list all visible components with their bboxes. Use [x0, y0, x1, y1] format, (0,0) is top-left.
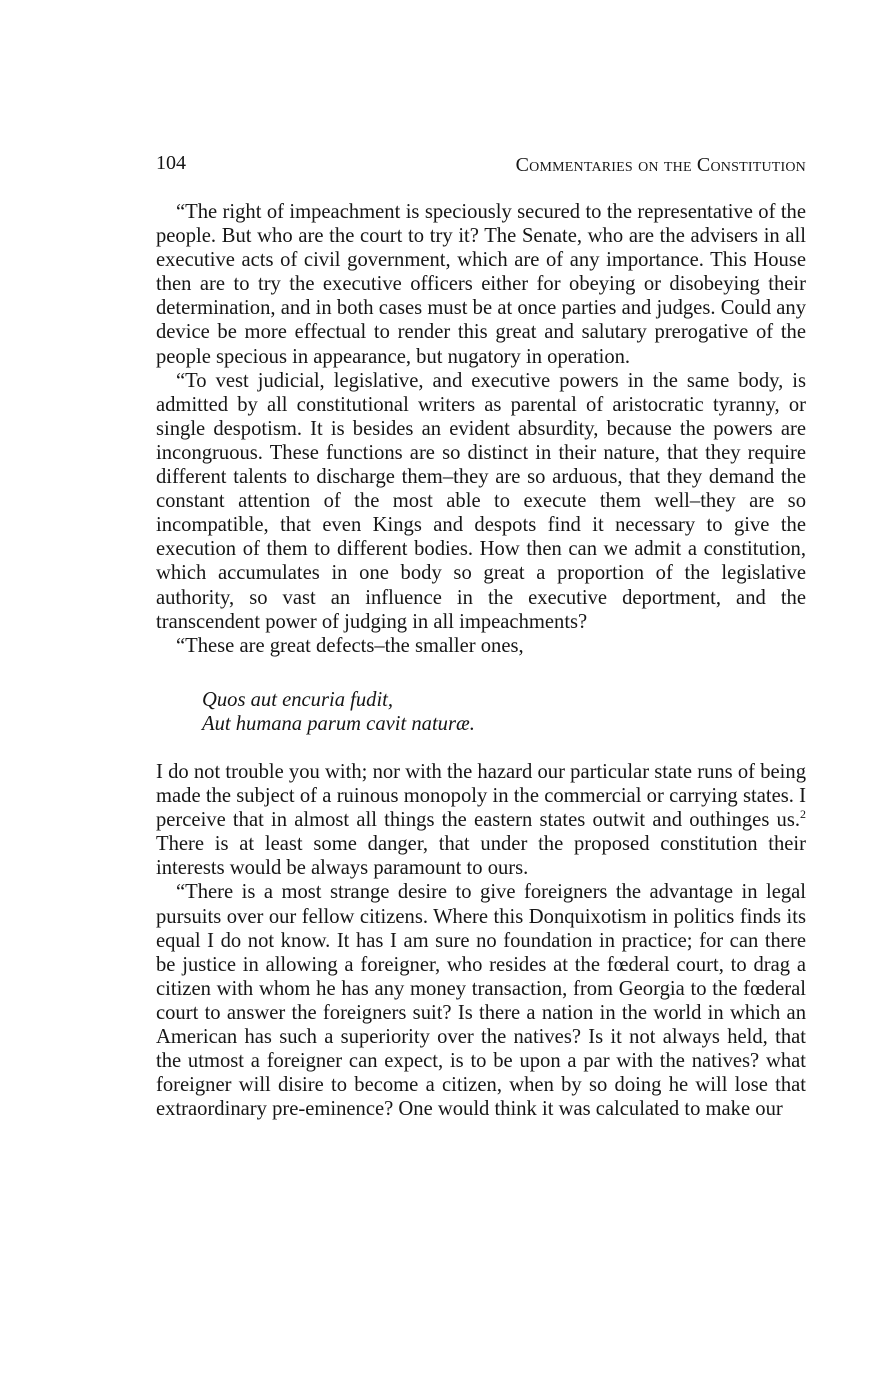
footnote-reference: 2 — [800, 807, 806, 822]
paragraph-powers: “To vest judicial, legislative, and executive powers in the same body, is admitted by all constitutional writers as parental of aristocratic tyranny, or single despotism. It is besides an evident absurdity, because the powers are incongruous. These functions are so distinct in their nature, that they require different talents to discharge them–they are so arduous, that they demand the constant attention of the most able to execute them well–they are so incompatible, that even Kings and despots find it necessary to give the execution of them to different bodies. How then can we admit a constitution, which accumulates in one body so great a proportion of the legislative authority, so vast an influence in the executive deportment, and the transcendent power of judging in all impeachments? — [156, 369, 806, 633]
paragraph-text: I do not trouble you with; nor with the hazard our particular state runs of being made the subject of a ruinous monopoly in the commercial or carrying states. I perceive that in almost all things the eastern states outwit and outhinges us. — [156, 760, 806, 832]
paragraph-foreigners: “There is a most strange desire to give foreigners the advantage in legal pursuits over our fellow citizens. Where this Donquixotism in politics finds its equal I do not know. It has I am sure no foundation in practice; for can there be justice in allowing a foreigner, who resides at the fœderal court, to drag a citizen with whom he has any money transaction, from Georgia to the fœderal court to answer the foreigners suit? Is there a nation in the world in which an American has such a superiority over the natives? Is it not always held, that the utmost a foreigner can expect, is to be upon a par with the natives? what foreigner will disire to become a citizen, when by so doing he will lose that extraordinary pre-eminence? One would think it was calculated to make our — [156, 881, 806, 1121]
page-number: 104 — [156, 152, 186, 174]
running-head: Commentaries on the Constitution — [515, 154, 806, 176]
latin-verse — [202, 688, 806, 736]
verse-line: Quos aut encuria fudit, — [202, 688, 394, 711]
body-text — [156, 200, 806, 1121]
paragraph-text: There is at least some danger, that under the proposed constitution their interests would be always paramount to ours. — [156, 833, 806, 880]
paragraph-impeachment: “The right of impeachment is speciously secured to the representative of the people. But who are the court to try it? The Senate, who are the advisers in all executive acts of civil government, which are of any importance. This House then are to try the executive officers either for obeying or disobeying their determination, and in both cases must be at once parties and judges. Could any device be more effectual to render this great and salutary prerogative of the people specious in appearance, but nugatory in operation. — [156, 201, 806, 368]
paragraph-defects: “These are great defects–the smaller ones, — [176, 634, 524, 657]
paragraph-trouble — [156, 760, 806, 880]
page-header — [156, 152, 806, 184]
verse-line: Aut humana parum cavit naturæ. — [202, 712, 475, 735]
